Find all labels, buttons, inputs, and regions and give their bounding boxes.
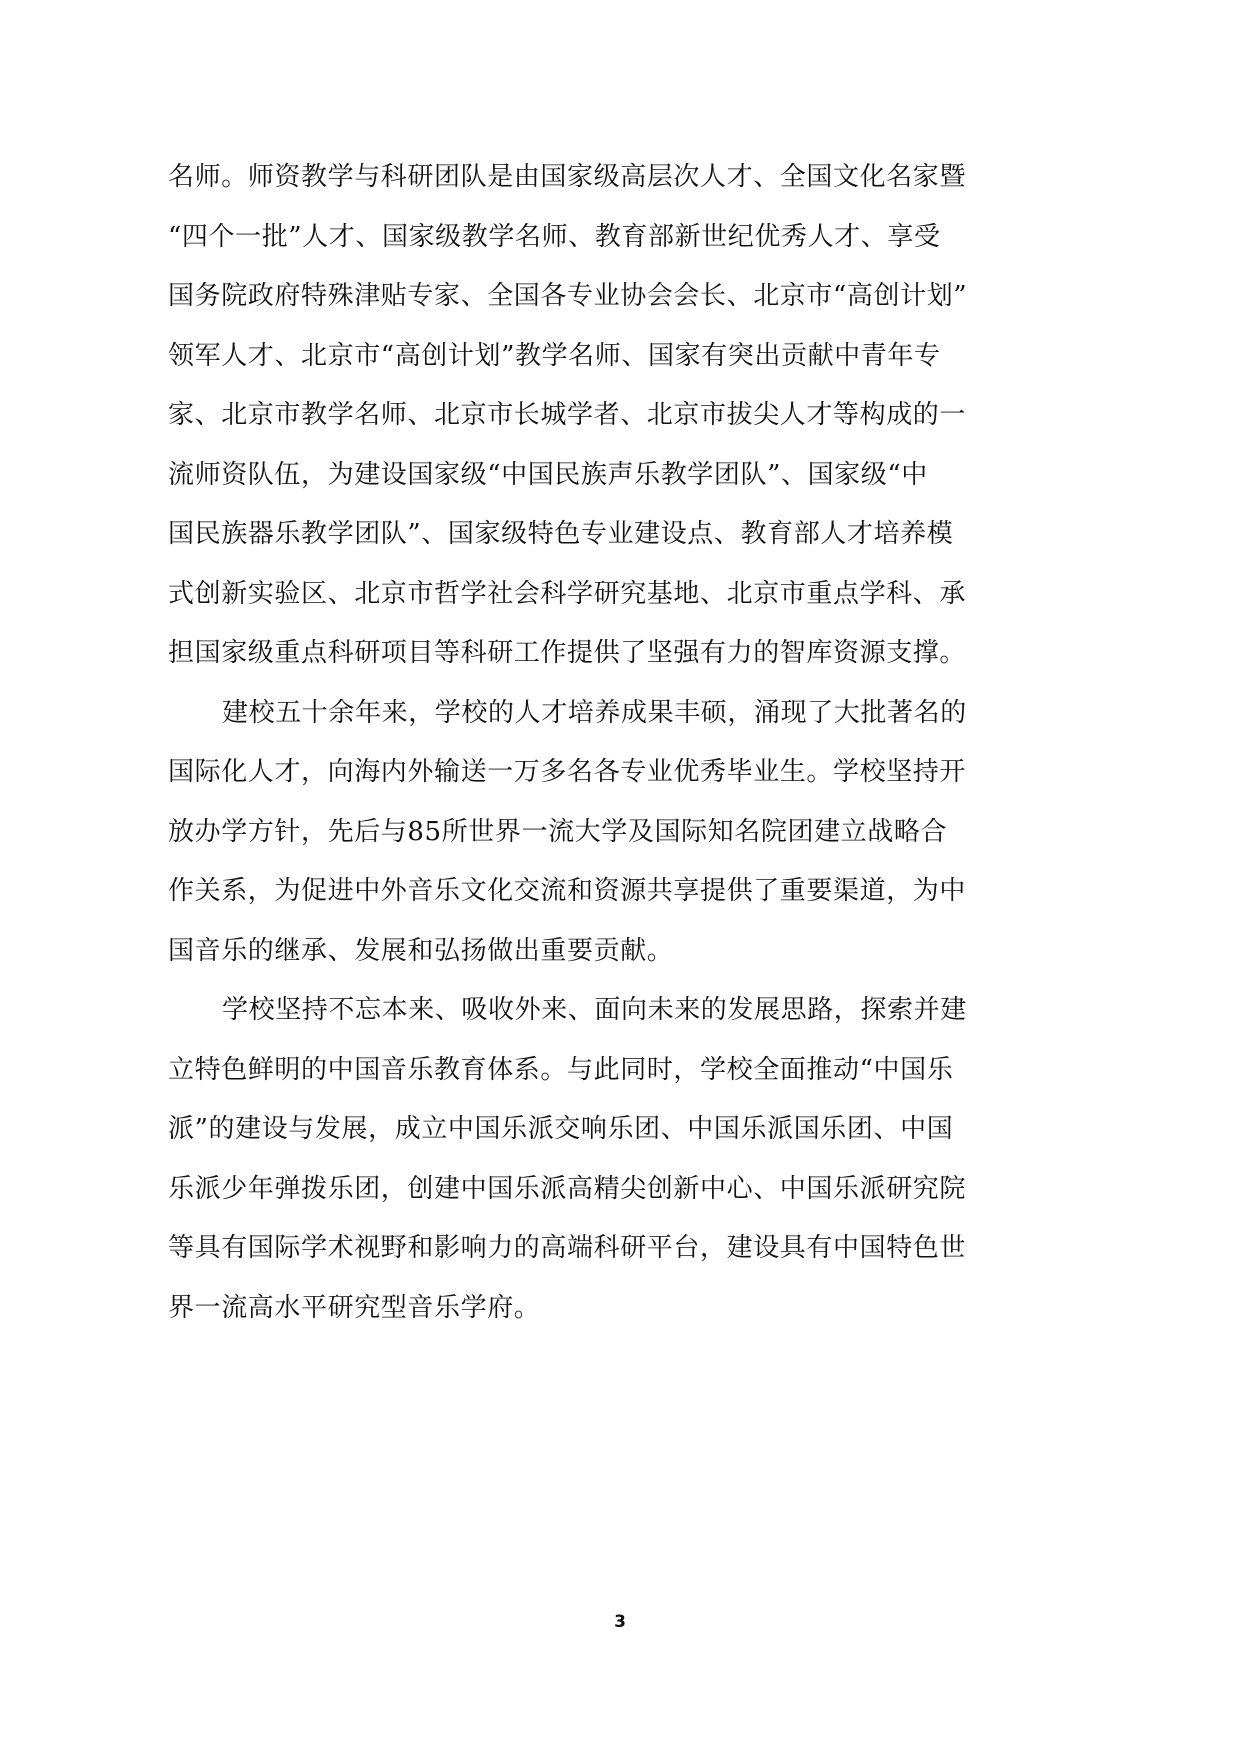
text-line: 学校坚持不忘本来、吸收外来、面向未来的发展思路，探索并建 — [222, 995, 967, 1025]
text-line: 流师资队伍，为建设国家级“中国民族声乐教学团队”、国家级“中 — [168, 459, 928, 490]
text-line: “四个一批”人才、国家级教学名师、教育部新世纪优秀人才、享受 — [168, 221, 941, 252]
page-number: 3 — [614, 1612, 626, 1632]
text-line: 界一流高水平研究型音乐学府。 — [168, 1292, 541, 1323]
text-line: 作关系，为促进中外音乐文化交流和资源共享提供了重要渠道，为中 — [168, 876, 967, 906]
text-line: 式创新实验区、北京市哲学社会科学研究基地、北京市重点学科、承 — [168, 578, 967, 609]
text-line: 放办学方针，先后与85所世界一流大学及国际知名院团建立战略合 — [168, 816, 948, 847]
text-line: 担国家级重点科研项目等科研工作提供了坚强有力的智库资源支撑。 — [168, 638, 967, 668]
text-line: 国务院政府特殊津贴专家、全国各专业协会会长、北京市“高创计划” — [168, 281, 968, 311]
paragraph-talent-cultivation — [168, 684, 967, 982]
paragraph-development — [168, 981, 967, 1338]
text-line: 立特色鲜明的中国音乐教育体系。与此同时，学校全面推动“中国乐 — [168, 1054, 954, 1085]
text-line: 国音乐的继承、发展和弘扬做出重要贡献。 — [168, 935, 674, 966]
text-line: 国民族器乐教学团队”、国家级特色专业建设点、教育部人才培养模 — [168, 519, 954, 549]
paragraph-faculty — [168, 148, 968, 684]
text-line: 等具有国际学术视野和影响力的高端科研平台，建设具有中国特色世 — [168, 1233, 967, 1263]
document-body — [168, 148, 968, 1338]
text-line: 派”的建设与发展，成立中国乐派交响乐团、中国乐派国乐团、中国 — [168, 1114, 954, 1144]
text-line: 家、北京市教学名师、北京市长城学者、北京市拔尖人才等构成的一 — [168, 400, 967, 430]
text-line: 乐派少年弹拨乐团，创建中国乐派高精尖创新中心、中国乐派研究院 — [168, 1173, 967, 1204]
text-line: 建校五十余年来，学校的人才培养成果丰硕，涌现了大批著名的 — [222, 697, 967, 728]
text-line: 名师。师资教学与科研团队是由国家级高层次人才、全国文化名家暨 — [168, 162, 967, 192]
text-line: 国际化人才，向海内外输送一万多名各专业优秀毕业生。学校坚持开 — [168, 757, 967, 787]
text-line: 领军人才、北京市“高创计划”教学名师、国家有突出贡献中青年专 — [168, 340, 941, 371]
